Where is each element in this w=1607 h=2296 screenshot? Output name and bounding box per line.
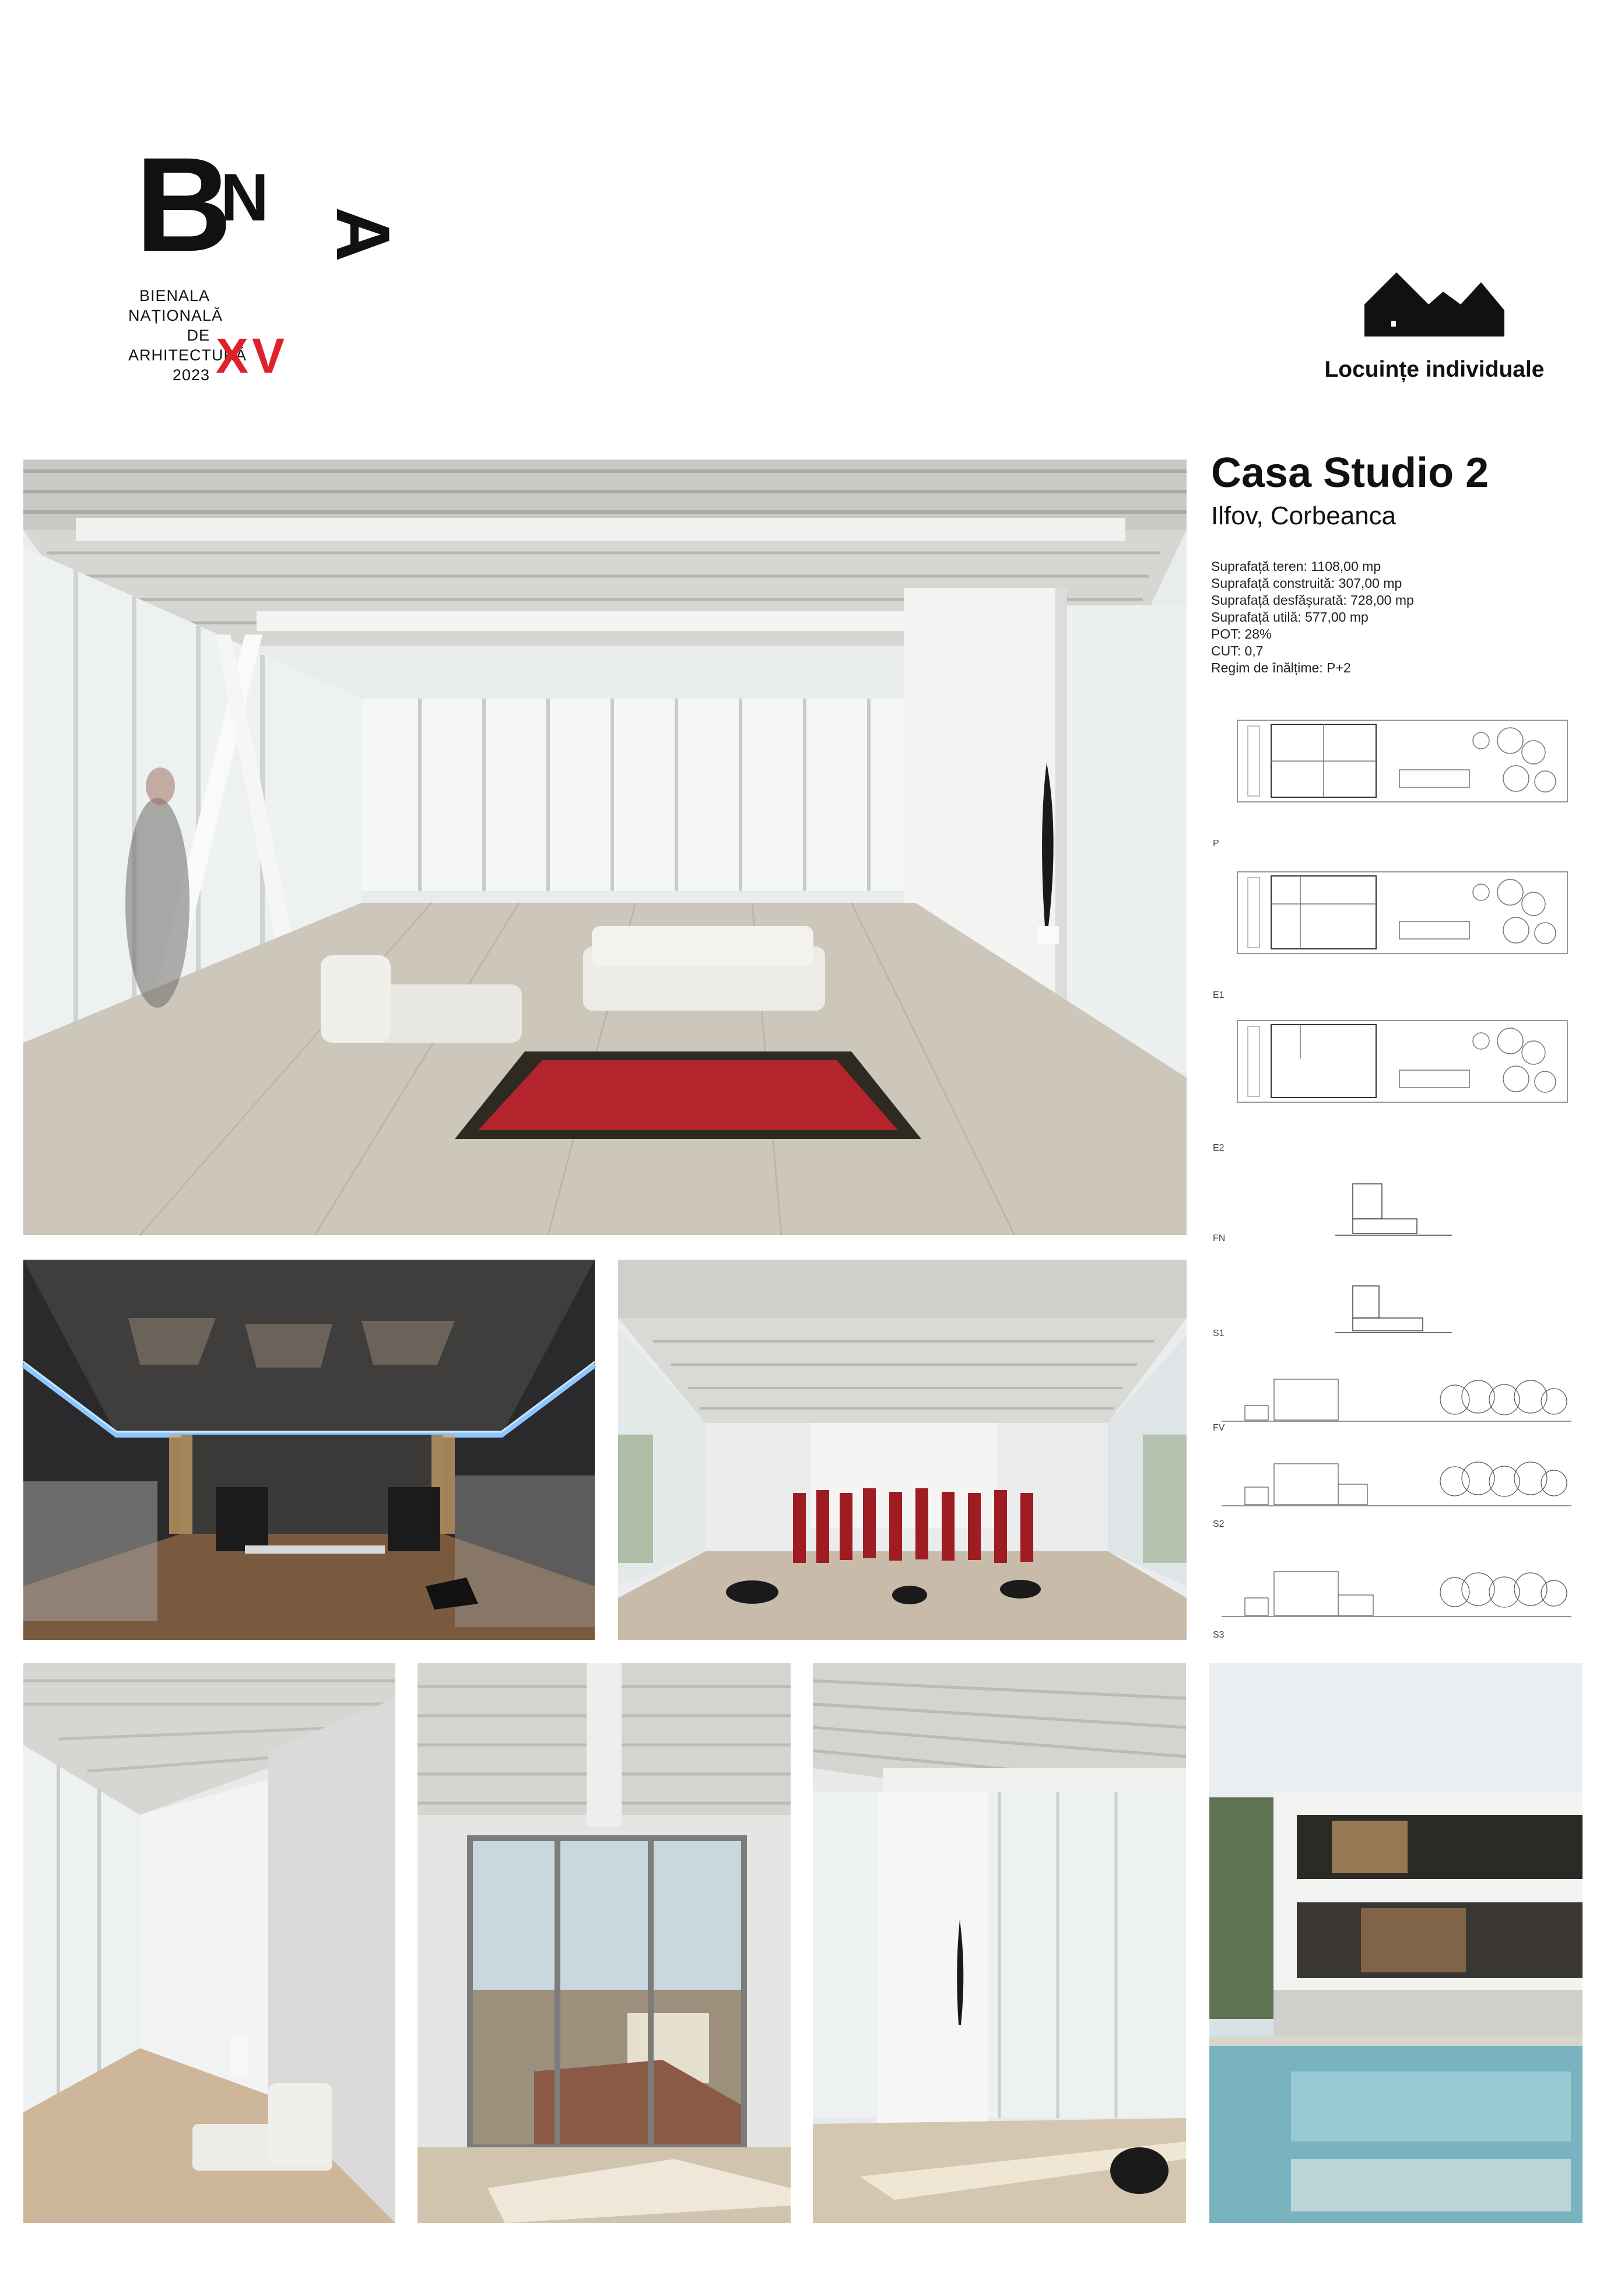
drawing-label-p: P [1213,839,1219,849]
floor-plan-e1 [1236,869,1569,956]
logo-caption [128,286,247,385]
bna-logo [128,129,406,408]
drawing-label-s3: S3 [1213,1630,1224,1640]
logo-letter-b: B [135,129,233,279]
logo-caption-line: ARHITECTURĂ [128,346,247,364]
spec-construita: Suprafață construită: 307,00 mp [1211,576,1402,591]
elevation-fv [1222,1373,1571,1429]
drawing-label-e2: E2 [1213,1143,1224,1153]
drawing-label-fv: FV [1213,1423,1225,1433]
project-location: Ilfov, Corbeanca [1211,502,1397,530]
category-label: Locuințe individuale [1324,357,1545,382]
logo-letter-n: N [220,160,269,235]
drawing-label-s2: S2 [1213,1519,1224,1529]
section-s2 [1222,1455,1571,1513]
section-s1 [1335,1280,1452,1338]
spec-utila: Suprafață utilă: 577,00 mp [1211,609,1369,625]
spec-desfasurata: Suprafață desfășurată: 728,00 mp [1211,593,1414,608]
photo-window-view [417,1663,791,2223]
logo-caption-line: 2023 [172,366,210,384]
logo-caption-line: DE [187,327,210,344]
bna-letters [133,129,406,292]
project-title: Casa Studio 2 [1211,450,1489,496]
photo-living-room [23,460,1187,1235]
photo-red-speakers [618,1260,1187,1640]
drawing-label-e1: E1 [1213,990,1224,1000]
photo-column-sculpture [813,1663,1186,2223]
spec-cut: CUT: 0,7 [1211,643,1264,658]
photo-corridor-sofa [23,1663,395,2223]
spec-pot: POT: 28% [1211,626,1272,642]
logo-letter-a: A [321,207,406,262]
house-mountains-icon [1364,269,1504,339]
floor-plan-p [1236,717,1569,805]
elevation-fn [1335,1178,1452,1242]
drawing-label-s1: S1 [1213,1328,1224,1338]
logo-edition: XV [216,328,289,383]
floor-plan-e2 [1236,1018,1569,1105]
photo-recording-studio [23,1260,595,1640]
section-s3 [1222,1563,1571,1627]
drawing-label-fn: FN [1213,1233,1226,1243]
photo-exterior-pool [1209,1663,1583,2223]
project-specs [1211,558,1573,676]
logo-caption-line: BIENALA [139,287,210,304]
spec-regim: Regim de înălțime: P+2 [1211,660,1351,675]
spec-teren: Suprafață teren: 1108,00 mp [1211,559,1381,574]
logo-caption-line: NAȚIONALĂ [128,307,223,324]
